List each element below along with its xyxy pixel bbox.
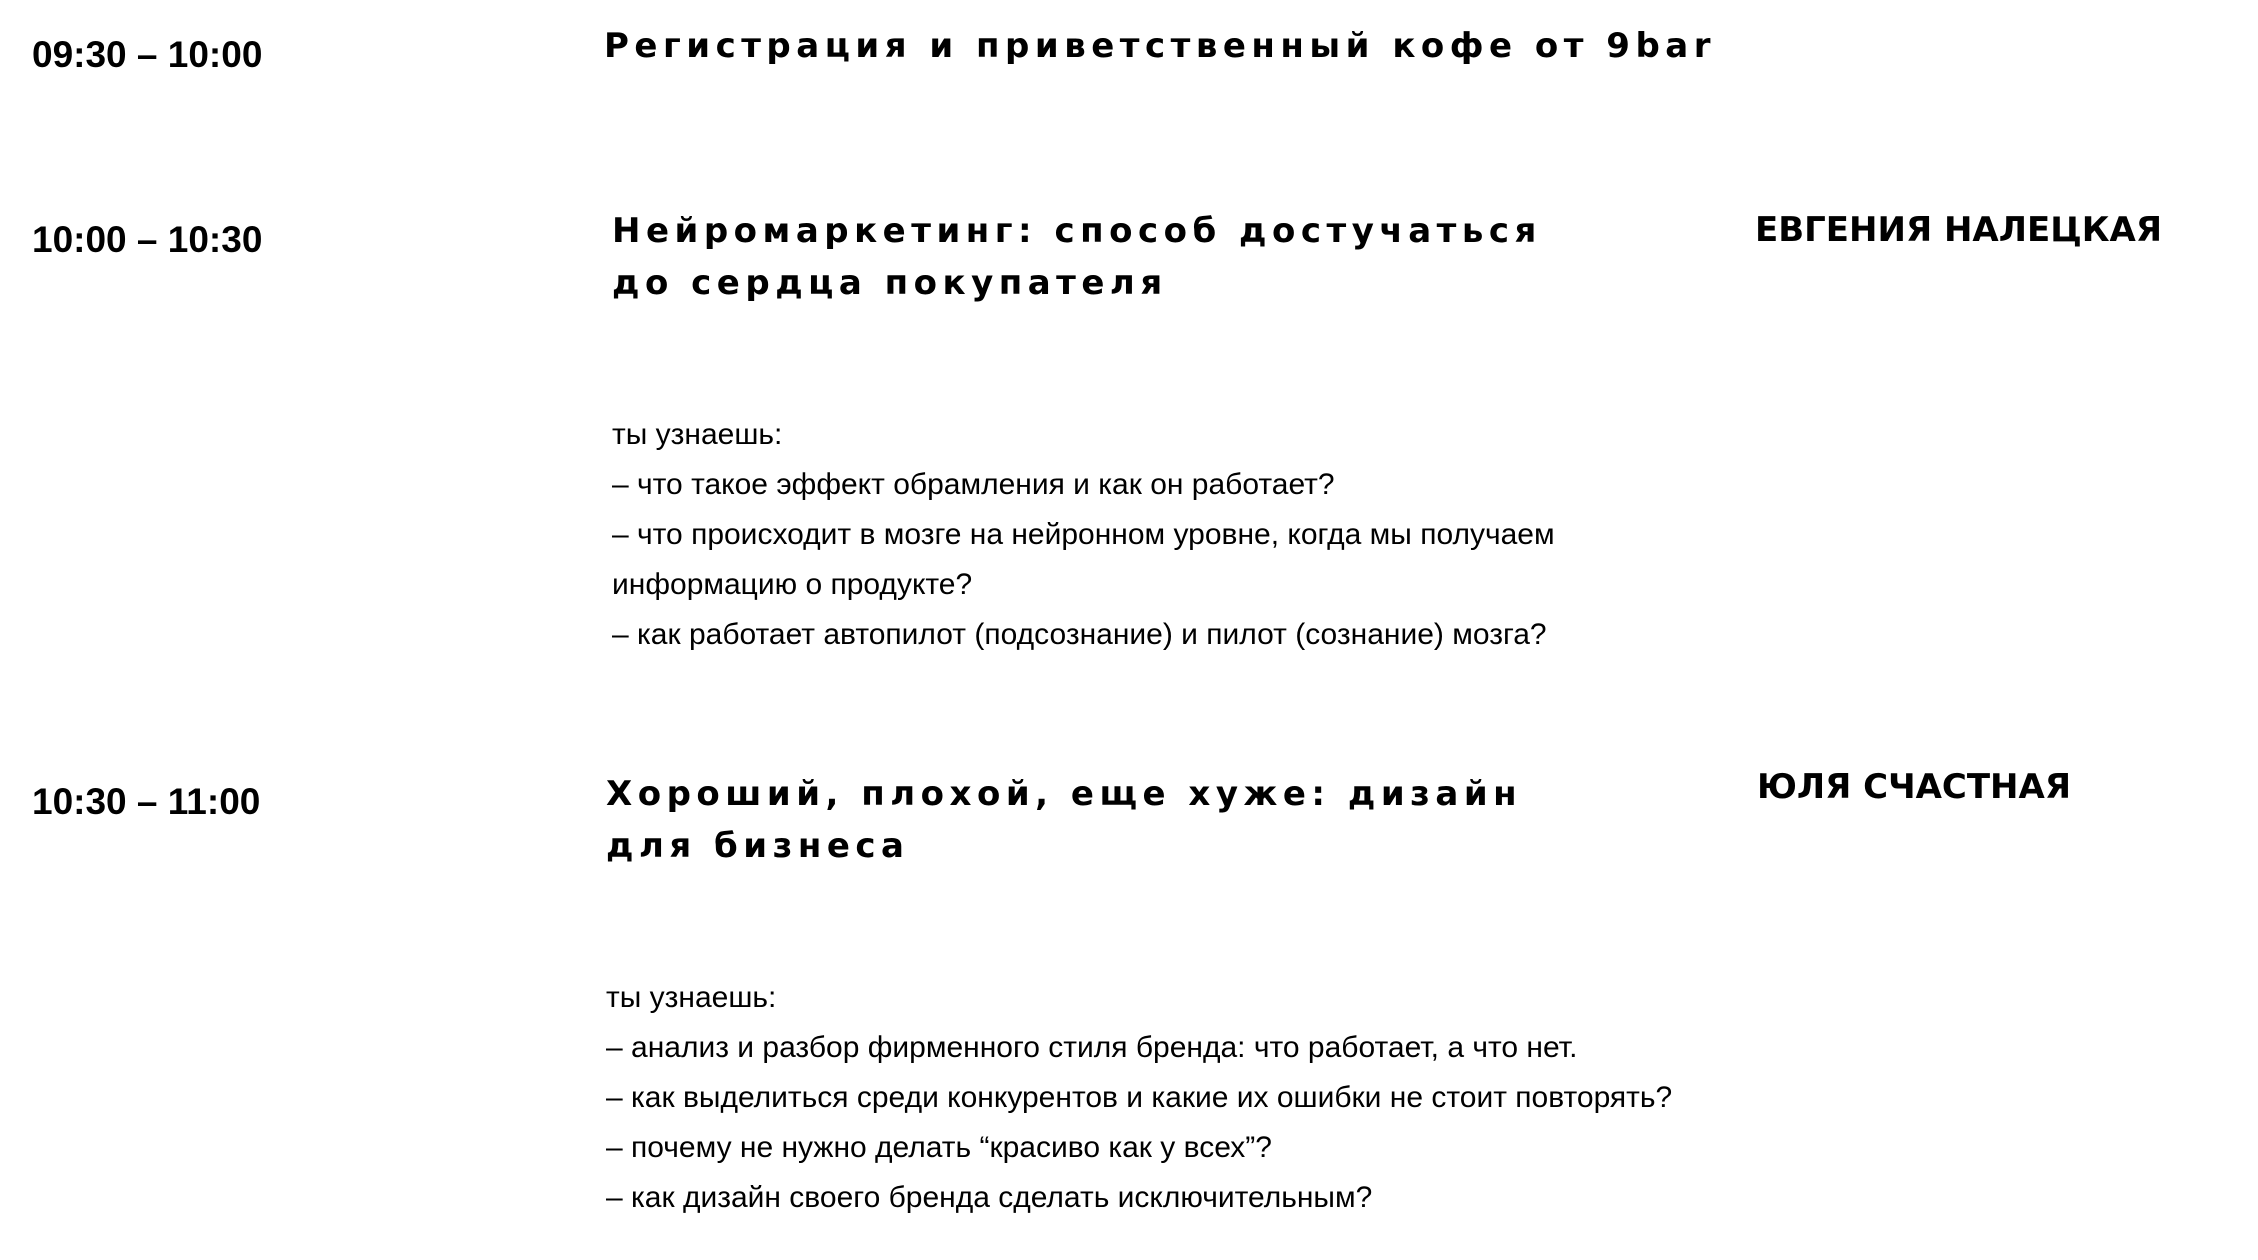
session-2-point: – как работает автопилот (подсознание) и пилот (сознание) мозга? [612, 618, 1547, 651]
session-2-time: 10:00 – 10:30 [32, 219, 263, 260]
session-3-point: – почему не нужно делать “красиво как у всех”? [606, 1131, 1272, 1164]
session-3-point: – как выделиться среди конкурентов и какие их ошибки не стоит повторять? [606, 1081, 1673, 1114]
session-3-time: 10:30 – 11:00 [32, 781, 261, 822]
session-1-time: 09:30 – 10:00 [32, 34, 263, 75]
session-2-intro: ты узнаешь: [612, 418, 783, 451]
session-3-point: – анализ и разбор фирменного стиля бренда: что работает, а что нет. [606, 1031, 1578, 1064]
session-2-point: – что такое эффект обрамления и как он работает? [612, 468, 1335, 501]
session-3-description [606, 973, 1672, 1223]
session-3-point: – как дизайн своего бренда сделать исключительным? [606, 1181, 1373, 1214]
session-3-speaker: ЮЛЯ СЧАСТНАЯ [1757, 767, 2072, 807]
session-3-title: Хороший, плохой, еще хуже: дизайн для бизнеса [606, 774, 1523, 866]
session-2-point: – что происходит в мозге на нейронном уровне, когда мы получаем [612, 518, 1555, 551]
session-1-title: Регистрация и приветственный кофе от 9bar [604, 26, 1716, 66]
session-2-speaker: ЕВГЕНИЯ НАЛЕЦКАЯ [1755, 210, 2163, 250]
session-2-point: информацию о продукте? [612, 568, 973, 601]
session-3-intro: ты узнаешь: [606, 981, 777, 1014]
session-2-description [612, 410, 1555, 660]
session-2-title: Нейромаркетинг: способ достучаться до сердца покупателя [612, 211, 1542, 303]
